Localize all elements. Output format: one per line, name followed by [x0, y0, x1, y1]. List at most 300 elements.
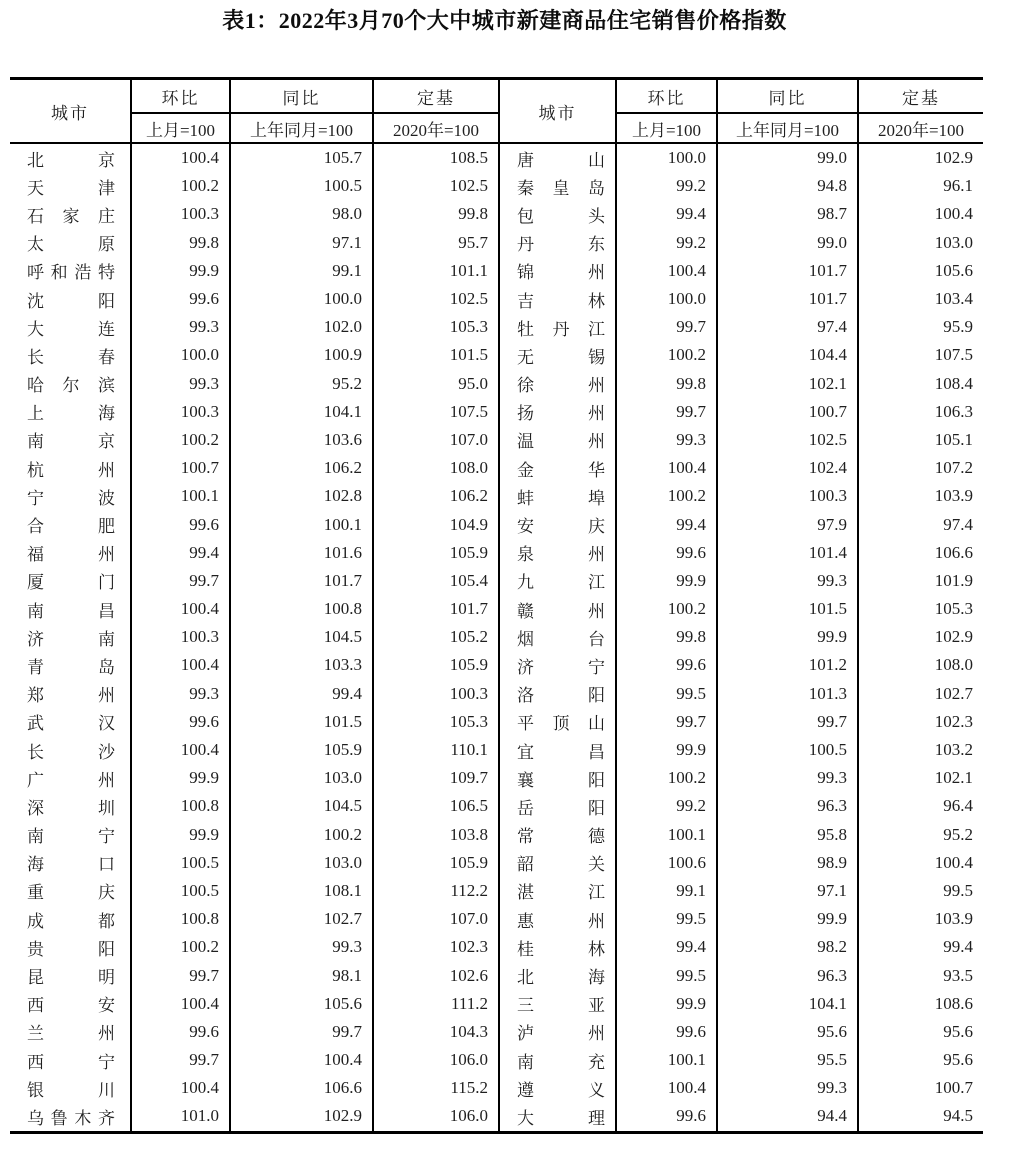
table-row — [10, 877, 983, 905]
base-value: 99.4 — [858, 933, 983, 961]
city-name: 包 头 — [517, 206, 605, 226]
city-cell — [10, 764, 131, 792]
city-name: 广 州 — [27, 770, 115, 790]
base-value: 107.0 — [373, 905, 499, 933]
base-value: 102.5 — [373, 285, 499, 313]
city-cell — [499, 370, 616, 398]
city-cell — [10, 482, 131, 510]
mom-value: 99.6 — [616, 539, 717, 567]
mom-value: 100.6 — [616, 849, 717, 877]
yoy-value: 99.4 — [230, 680, 373, 708]
city-name: 南 京 — [27, 432, 115, 452]
mom-value: 100.7 — [131, 454, 230, 482]
mom-value: 99.9 — [131, 821, 230, 849]
table-row — [10, 651, 983, 679]
base-value: 103.9 — [858, 482, 983, 510]
mom-value: 99.2 — [616, 792, 717, 820]
base-value: 100.7 — [858, 1074, 983, 1102]
city-name: 蚌 埠 — [517, 488, 605, 508]
base-value: 108.0 — [373, 454, 499, 482]
price-index-table — [10, 77, 983, 1134]
yoy-value: 100.2 — [230, 821, 373, 849]
table-row — [10, 961, 983, 989]
base-value: 109.7 — [373, 764, 499, 792]
table-row — [10, 257, 983, 285]
city-name: 济 南 — [27, 629, 115, 649]
mom-value: 99.8 — [131, 229, 230, 257]
mom-value: 100.1 — [131, 482, 230, 510]
mom-value: 100.4 — [616, 454, 717, 482]
base-value: 105.9 — [373, 651, 499, 679]
mom-value: 99.4 — [131, 539, 230, 567]
mom-value: 101.0 — [131, 1102, 230, 1132]
yoy-value: 99.9 — [717, 623, 858, 651]
base-value: 105.3 — [858, 595, 983, 623]
base-value: 106.0 — [373, 1046, 499, 1074]
yoy-value: 98.7 — [717, 200, 858, 228]
table-row — [10, 821, 983, 849]
city-name: 北 京 — [27, 150, 115, 170]
city-cell — [10, 567, 131, 595]
yoy-value: 104.5 — [230, 623, 373, 651]
table-row — [10, 1046, 983, 1074]
base-value: 99.8 — [373, 200, 499, 228]
base-value: 105.6 — [858, 257, 983, 285]
table-row — [10, 454, 983, 482]
city-name: 金 华 — [517, 460, 605, 480]
mom-value: 99.6 — [131, 708, 230, 736]
yoy-value: 103.0 — [230, 764, 373, 792]
header-mom-right: 环比 — [616, 79, 717, 114]
city-cell — [10, 313, 131, 341]
yoy-value: 95.8 — [717, 821, 858, 849]
table-row — [10, 1102, 983, 1132]
base-value: 106.0 — [373, 1102, 499, 1132]
yoy-value: 99.1 — [230, 257, 373, 285]
city-cell — [499, 877, 616, 905]
header-yoy-left: 同比 — [230, 79, 373, 114]
city-cell — [10, 426, 131, 454]
city-cell — [10, 1102, 131, 1132]
city-name: 遵 义 — [517, 1080, 605, 1100]
base-value: 105.9 — [373, 539, 499, 567]
city-name: 昆 明 — [27, 968, 115, 988]
base-value: 101.5 — [373, 341, 499, 369]
city-cell — [499, 285, 616, 313]
yoy-value: 105.7 — [230, 143, 373, 172]
mom-value: 100.4 — [616, 1074, 717, 1102]
mom-value: 99.4 — [616, 200, 717, 228]
base-value: 106.2 — [373, 482, 499, 510]
base-value: 112.2 — [373, 877, 499, 905]
city-cell — [10, 651, 131, 679]
table-row — [10, 764, 983, 792]
base-value: 95.9 — [858, 313, 983, 341]
city-name: 九 江 — [517, 573, 605, 593]
table-row — [10, 229, 983, 257]
yoy-value: 100.7 — [717, 398, 858, 426]
city-name: 无 锡 — [517, 347, 605, 367]
yoy-value: 99.7 — [717, 708, 858, 736]
city-name: 杭 州 — [27, 460, 115, 480]
base-value: 100.3 — [373, 680, 499, 708]
mom-value: 100.3 — [131, 398, 230, 426]
city-cell — [10, 821, 131, 849]
base-value: 102.3 — [858, 708, 983, 736]
base-value: 95.7 — [373, 229, 499, 257]
base-value: 110.1 — [373, 736, 499, 764]
base-value: 115.2 — [373, 1074, 499, 1102]
yoy-value: 106.6 — [230, 1074, 373, 1102]
city-cell — [10, 229, 131, 257]
city-name: 惠 州 — [517, 911, 605, 931]
base-value: 95.2 — [858, 821, 983, 849]
mom-value: 99.6 — [131, 285, 230, 313]
mom-value: 100.1 — [616, 1046, 717, 1074]
mom-value: 99.6 — [616, 1102, 717, 1132]
base-value: 100.4 — [858, 200, 983, 228]
city-name: 海 口 — [27, 855, 115, 875]
yoy-value: 100.5 — [717, 736, 858, 764]
city-cell — [10, 1018, 131, 1046]
mom-value: 99.9 — [131, 764, 230, 792]
mom-value: 100.8 — [131, 905, 230, 933]
base-value: 96.4 — [858, 792, 983, 820]
yoy-value: 103.3 — [230, 651, 373, 679]
mom-value: 99.3 — [616, 426, 717, 454]
mom-value: 99.3 — [131, 313, 230, 341]
base-value: 102.5 — [373, 172, 499, 200]
mom-value: 99.6 — [616, 1018, 717, 1046]
base-value: 101.9 — [858, 567, 983, 595]
table-row — [10, 708, 983, 736]
header-mom-base-left: 上月=100 — [131, 113, 230, 143]
city-cell — [10, 736, 131, 764]
city-cell — [499, 764, 616, 792]
city-name: 湛 江 — [517, 883, 605, 903]
city-cell — [10, 877, 131, 905]
city-cell — [499, 313, 616, 341]
yoy-value: 99.3 — [717, 1074, 858, 1102]
header-yoy-right: 同比 — [717, 79, 858, 114]
city-name: 徐 州 — [517, 376, 605, 396]
table-row — [10, 990, 983, 1018]
base-value: 94.5 — [858, 1102, 983, 1132]
yoy-value: 97.1 — [230, 229, 373, 257]
base-value: 93.5 — [858, 961, 983, 989]
base-value: 101.7 — [373, 595, 499, 623]
city-cell — [10, 370, 131, 398]
yoy-value: 105.6 — [230, 990, 373, 1018]
mom-value: 100.0 — [616, 285, 717, 313]
table-row — [10, 1018, 983, 1046]
mom-value: 99.4 — [616, 933, 717, 961]
city-cell — [10, 172, 131, 200]
base-value: 102.7 — [858, 680, 983, 708]
mom-value: 99.7 — [616, 398, 717, 426]
city-cell — [499, 482, 616, 510]
city-name: 太 原 — [27, 235, 115, 255]
city-name: 南 昌 — [27, 601, 115, 621]
yoy-value: 102.0 — [230, 313, 373, 341]
mom-value: 100.5 — [131, 849, 230, 877]
yoy-value: 95.5 — [717, 1046, 858, 1074]
table-row — [10, 370, 983, 398]
base-value: 106.3 — [858, 398, 983, 426]
base-value: 102.1 — [858, 764, 983, 792]
table-row — [10, 341, 983, 369]
mom-value: 100.2 — [131, 933, 230, 961]
mom-value: 99.5 — [616, 905, 717, 933]
city-name: 天 津 — [27, 178, 115, 198]
header-city-left: 城市 — [10, 79, 131, 144]
city-cell — [10, 398, 131, 426]
city-name: 大 理 — [517, 1108, 605, 1128]
city-name: 重 庆 — [27, 883, 115, 903]
city-cell — [499, 257, 616, 285]
city-cell — [10, 990, 131, 1018]
mom-value: 100.1 — [616, 821, 717, 849]
city-name: 牡 丹 江 — [517, 319, 605, 339]
city-name: 宜 昌 — [517, 742, 605, 762]
city-cell — [499, 143, 616, 172]
base-value: 106.6 — [858, 539, 983, 567]
header-mom-base-right: 上月=100 — [616, 113, 717, 143]
header-yoy-base-right: 上年同月=100 — [717, 113, 858, 143]
yoy-value: 102.4 — [717, 454, 858, 482]
city-cell — [10, 905, 131, 933]
city-cell — [10, 595, 131, 623]
city-name: 襄 阳 — [517, 770, 605, 790]
mom-value: 99.6 — [131, 510, 230, 538]
mom-value: 99.9 — [616, 990, 717, 1018]
yoy-value: 100.9 — [230, 341, 373, 369]
base-value: 101.1 — [373, 257, 499, 285]
city-cell — [499, 454, 616, 482]
yoy-value: 100.5 — [230, 172, 373, 200]
table-row — [10, 567, 983, 595]
base-value: 95.0 — [373, 370, 499, 398]
header-city-right: 城市 — [499, 79, 616, 144]
city-name: 深 圳 — [27, 798, 115, 818]
mom-value: 99.2 — [616, 172, 717, 200]
base-value: 105.1 — [858, 426, 983, 454]
table-row — [10, 143, 983, 172]
city-cell — [10, 708, 131, 736]
city-cell — [499, 539, 616, 567]
mom-value: 99.8 — [616, 370, 717, 398]
yoy-value: 98.2 — [717, 933, 858, 961]
mom-value: 99.7 — [131, 961, 230, 989]
city-cell — [10, 1074, 131, 1102]
table-row — [10, 792, 983, 820]
yoy-value: 99.7 — [230, 1018, 373, 1046]
city-name: 青 岛 — [27, 657, 115, 677]
city-cell — [10, 539, 131, 567]
yoy-value: 95.6 — [717, 1018, 858, 1046]
base-value: 107.5 — [858, 341, 983, 369]
city-name: 福 州 — [27, 545, 115, 565]
yoy-value: 99.0 — [717, 229, 858, 257]
city-cell — [499, 990, 616, 1018]
table-row — [10, 623, 983, 651]
mom-value: 99.3 — [131, 370, 230, 398]
city-name: 北 海 — [517, 968, 605, 988]
base-value: 105.4 — [373, 567, 499, 595]
yoy-value: 102.8 — [230, 482, 373, 510]
base-value: 102.3 — [373, 933, 499, 961]
city-name: 呼 和 浩 特 — [27, 263, 115, 283]
city-name: 上 海 — [27, 404, 115, 424]
mom-value: 100.4 — [131, 595, 230, 623]
mom-value: 99.2 — [616, 229, 717, 257]
yoy-value: 97.4 — [717, 313, 858, 341]
city-cell — [10, 510, 131, 538]
mom-value: 100.4 — [131, 143, 230, 172]
city-cell — [499, 1046, 616, 1074]
city-name: 贵 阳 — [27, 939, 115, 959]
city-name: 吉 林 — [517, 291, 605, 311]
base-value: 100.4 — [858, 849, 983, 877]
base-value: 99.5 — [858, 877, 983, 905]
mom-value: 99.7 — [616, 708, 717, 736]
table-row — [10, 285, 983, 313]
city-name: 厦 门 — [27, 573, 115, 593]
yoy-value: 97.1 — [717, 877, 858, 905]
mom-value: 100.3 — [131, 200, 230, 228]
yoy-value: 100.4 — [230, 1046, 373, 1074]
city-name: 西 安 — [27, 996, 115, 1016]
base-value: 103.4 — [858, 285, 983, 313]
city-cell — [499, 172, 616, 200]
city-cell — [499, 595, 616, 623]
yoy-value: 108.1 — [230, 877, 373, 905]
city-cell — [10, 454, 131, 482]
city-name: 兰 州 — [27, 1024, 115, 1044]
table-row — [10, 736, 983, 764]
yoy-value: 98.0 — [230, 200, 373, 228]
table-body — [10, 143, 983, 1132]
yoy-value: 98.9 — [717, 849, 858, 877]
mom-value: 99.7 — [131, 567, 230, 595]
city-cell — [499, 680, 616, 708]
yoy-value: 106.2 — [230, 454, 373, 482]
header-base-right: 定基 — [858, 79, 983, 114]
city-name: 桂 林 — [517, 939, 605, 959]
base-value: 97.4 — [858, 510, 983, 538]
city-cell — [499, 849, 616, 877]
base-value: 95.6 — [858, 1046, 983, 1074]
mom-value: 99.1 — [616, 877, 717, 905]
city-cell — [499, 567, 616, 595]
yoy-value: 101.5 — [717, 595, 858, 623]
yoy-value: 94.8 — [717, 172, 858, 200]
yoy-value: 101.6 — [230, 539, 373, 567]
city-cell — [499, 708, 616, 736]
city-cell — [499, 623, 616, 651]
city-name: 秦 皇 岛 — [517, 178, 605, 198]
yoy-value: 101.4 — [717, 539, 858, 567]
base-value: 107.5 — [373, 398, 499, 426]
table-row — [10, 398, 983, 426]
base-value: 103.8 — [373, 821, 499, 849]
city-name: 丹 东 — [517, 235, 605, 255]
table-row — [10, 905, 983, 933]
yoy-value: 100.8 — [230, 595, 373, 623]
mom-value: 100.4 — [131, 1074, 230, 1102]
city-cell — [499, 651, 616, 679]
base-value: 105.3 — [373, 313, 499, 341]
base-value: 108.6 — [858, 990, 983, 1018]
city-cell — [499, 792, 616, 820]
city-name: 烟 台 — [517, 629, 605, 649]
mom-value: 100.0 — [131, 341, 230, 369]
mom-value: 100.4 — [131, 990, 230, 1018]
table-header — [10, 79, 983, 144]
table-row — [10, 595, 983, 623]
table-row — [10, 1074, 983, 1102]
city-name: 石 家 庄 — [27, 206, 115, 226]
base-value: 103.2 — [858, 736, 983, 764]
city-name: 南 宁 — [27, 827, 115, 847]
yoy-value: 105.9 — [230, 736, 373, 764]
city-cell — [10, 792, 131, 820]
mom-value: 99.9 — [616, 736, 717, 764]
mom-value: 99.6 — [616, 651, 717, 679]
yoy-value: 100.0 — [230, 285, 373, 313]
city-name: 扬 州 — [517, 404, 605, 424]
header-row-bases — [10, 113, 983, 143]
mom-value: 100.4 — [616, 257, 717, 285]
base-value: 95.6 — [858, 1018, 983, 1046]
mom-value: 100.2 — [616, 482, 717, 510]
city-cell — [10, 200, 131, 228]
base-value: 103.9 — [858, 905, 983, 933]
city-name: 长 春 — [27, 347, 115, 367]
city-cell — [10, 849, 131, 877]
yoy-value: 97.9 — [717, 510, 858, 538]
mom-value: 99.9 — [616, 567, 717, 595]
city-name: 南 充 — [517, 1052, 605, 1072]
yoy-value: 98.1 — [230, 961, 373, 989]
mom-value: 99.6 — [131, 1018, 230, 1046]
base-value: 106.5 — [373, 792, 499, 820]
base-value: 105.2 — [373, 623, 499, 651]
header-base-base-right: 2020年=100 — [858, 113, 983, 143]
header-row-groups — [10, 79, 983, 114]
yoy-value: 101.7 — [717, 285, 858, 313]
city-name: 沈 阳 — [27, 291, 115, 311]
header-yoy-base-left: 上年同月=100 — [230, 113, 373, 143]
city-name: 成 都 — [27, 911, 115, 931]
mom-value: 99.8 — [616, 623, 717, 651]
yoy-value: 102.7 — [230, 905, 373, 933]
yoy-value: 101.2 — [717, 651, 858, 679]
yoy-value: 99.3 — [230, 933, 373, 961]
mom-value: 100.3 — [131, 623, 230, 651]
city-cell — [499, 426, 616, 454]
mom-value: 100.5 — [131, 877, 230, 905]
city-cell — [10, 961, 131, 989]
city-name: 大 连 — [27, 319, 115, 339]
mom-value: 100.2 — [131, 426, 230, 454]
base-value: 96.1 — [858, 172, 983, 200]
yoy-value: 104.4 — [717, 341, 858, 369]
yoy-value: 102.5 — [717, 426, 858, 454]
city-name: 唐 山 — [517, 150, 605, 170]
base-value: 102.9 — [858, 143, 983, 172]
mom-value: 100.2 — [616, 341, 717, 369]
